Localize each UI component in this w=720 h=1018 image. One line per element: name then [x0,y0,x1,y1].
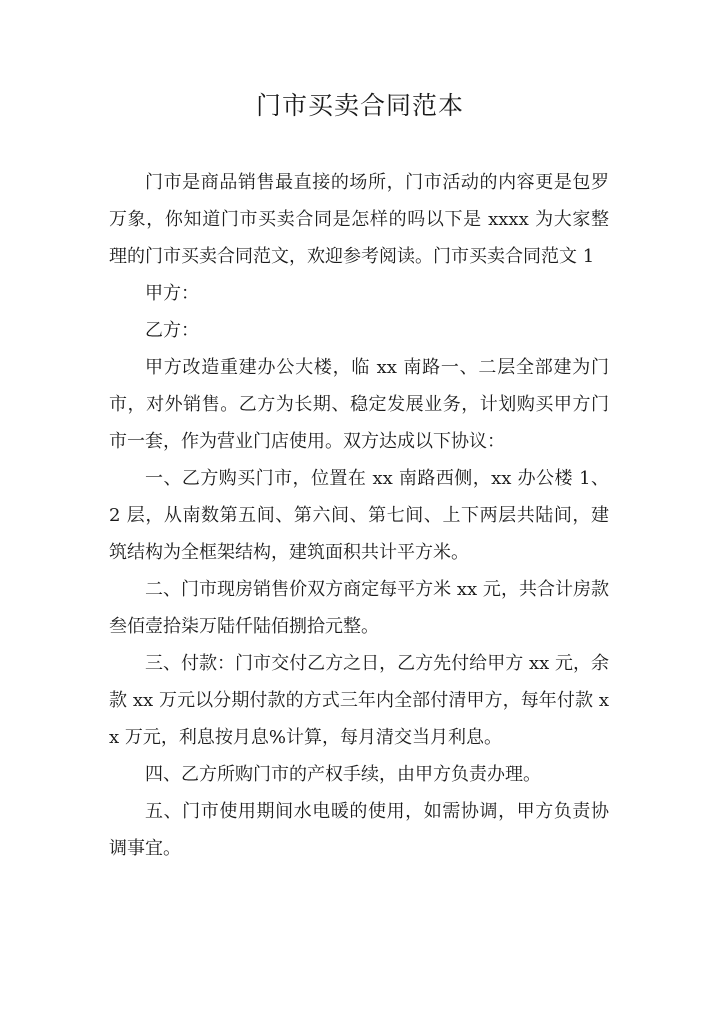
paragraph-background: 甲方改造重建办公大楼，临 xx 南路一、二层全部建为门市，对外销售。乙方为长期、稳定发展业务，计划购买甲方门市一套，作为营业门店使用。双方达成以下协议： [109,357,609,452]
paragraph-party-b: 乙方： [145,320,199,341]
document-title: 门市买卖合同范本 [255,91,464,120]
clause-1: 一、乙方购买门市，位置在 xx 南路西侧，xx 办公楼 1、2 层，从南数第五间、第六间、第七间、上下两层共陆间，建筑结构为全框架结构，建筑面积共计平方米。 [109,468,609,563]
clause-4: 四、乙方所购门市的产权手续，由甲方负责办理。 [145,764,541,785]
clause-3: 三、付款：门市交付乙方之日，乙方先付给甲方 xx 元，余款 xx 万元以分期付款的方式三年内全部付清甲方，每年付款 xx 万元，利息按月息%计算，每月清交当月利息。 [109,653,609,748]
clause-2: 二、门市现房销售价双方商定每平方米 xx 元，共合计房款叁佰壹拾柒万陆仟陆佰捌拾元整。 [109,579,609,637]
paragraph-intro: 门市是商品销售最直接的场所，门市活动的内容更是包罗万象，你知道门市买卖合同是怎样的吗以下是 xxxx 为大家整理的门市买卖合同范文，欢迎参考阅读。门市买卖合同范文 1 [109,172,609,267]
document-body [109,164,609,867]
clause-5: 五、门市使用期间水电暖的使用，如需协调，甲方负责协调事宜。 [109,801,609,859]
paragraph-party-a: 甲方： [145,283,199,304]
